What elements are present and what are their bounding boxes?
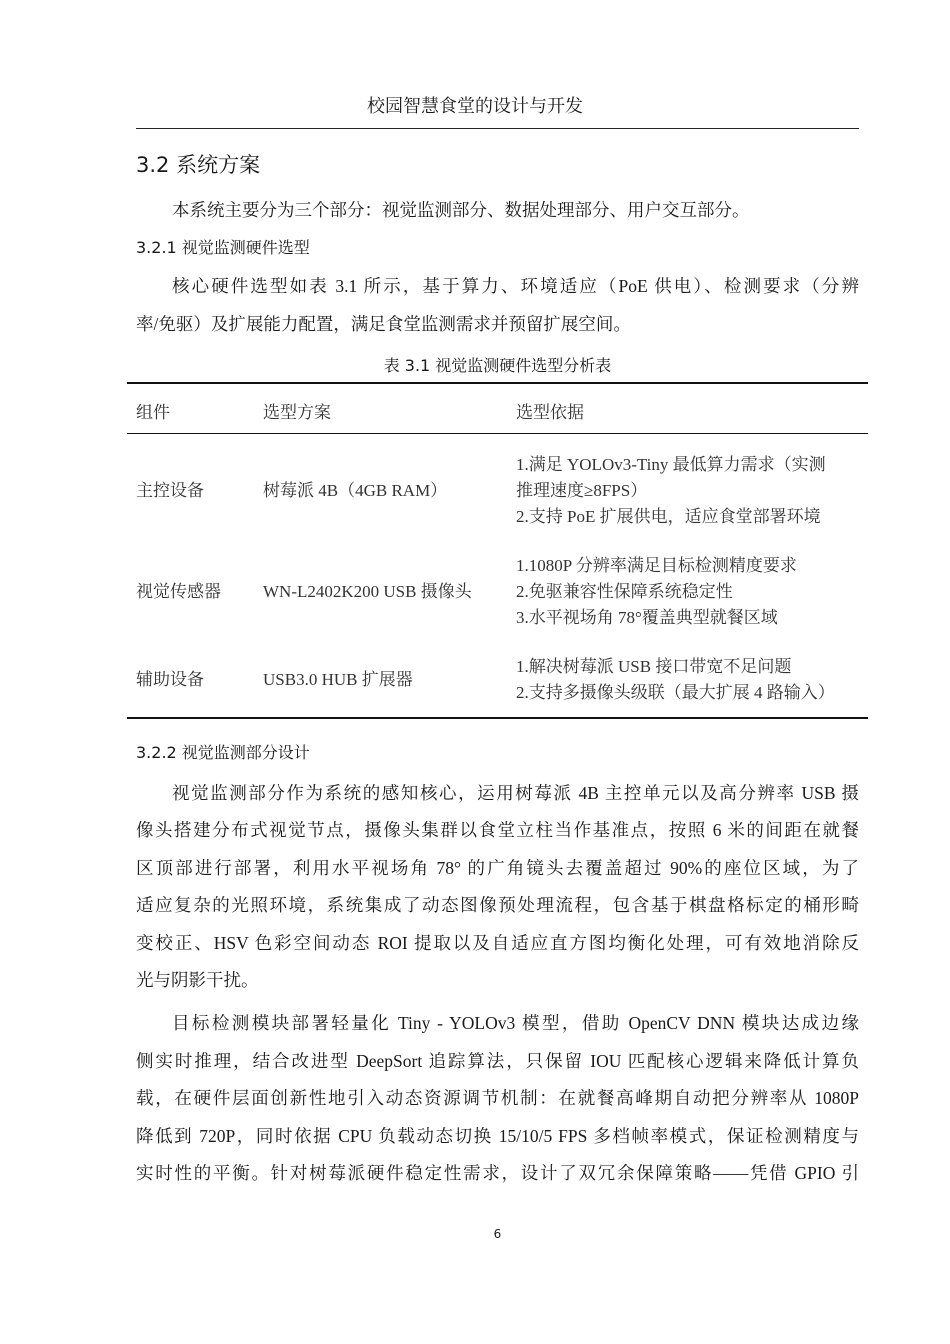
cell-basis-line: 3.水平视场角 78°覆盖典型就餐区域 [516, 608, 778, 627]
table-top-rule [127, 382, 868, 384]
paragraph-line: 核心硬件选型如表 3.1 所示，基于算力、环境适应（PoE 供电）、检测要求（分辨 [172, 276, 859, 296]
paragraph-line: 降低到 720P，同时依据 CPU 负载动态切换 15/10/5 FPS 多档帧率模式，保证检测精度与 [136, 1126, 859, 1146]
subsection-heading-3-2-1: 3.2.1 视觉监测硬件选型 [136, 238, 310, 257]
paragraph-line: 区顶部进行部署，利用水平视场角 78° 的广角镜头去覆盖超过 90%的座位区域，为了 [136, 858, 859, 878]
paragraph-line: 实时性的平衡。针对树莓派硬件稳定性需求，设计了双冗余保障策略——凭借 GPIO 引 [136, 1163, 859, 1183]
cell-scheme: WN-L2402K200 USB 摄像头 [263, 582, 472, 601]
running-header: 校园智慧食堂的设计与开发 [367, 96, 583, 116]
subsection-heading-3-2-2: 3.2.2 视觉监测部分设计 [136, 743, 310, 762]
cell-component: 主控设备 [136, 481, 204, 500]
cell-basis-line: 2.支持多摄像头级联（最大扩展 4 路输入） [516, 683, 835, 702]
cell-basis-line: 1.解决树莓派 USB 接口带宽不足问题 [516, 657, 792, 676]
table-header-rule [127, 433, 868, 434]
intro-paragraph: 本系统主要分为三个部分：视觉监测部分、数据处理部分、用户交互部分。 [172, 200, 750, 220]
paragraph-line: 载，在硬件层面创新性地引入动态资源调节机制：在就餐高峰期自动把分辨率从 1080P [136, 1088, 859, 1108]
paragraph-line: 侧实时推理，结合改进型 DeepSort 追踪算法，只保留 IOU 匹配核心逻辑来降低计算负 [136, 1051, 859, 1071]
cell-basis-line: 2.免驱兼容性保障系统稳定性 [516, 582, 733, 601]
page-number: 6 [493, 1227, 502, 1241]
cell-component: 视觉传感器 [136, 582, 221, 601]
paragraph-line: 适应复杂的光照环境，系统集成了动态图像预处理流程，包含基于棋盘格标定的桶形畸 [136, 895, 859, 915]
paragraph-line: 目标检测模块部署轻量化 Tiny - YOLOv3 模型，借助 OpenCV DNN 模块达成边缘 [172, 1013, 859, 1033]
cell-basis-line: 2.支持 PoE 扩展供电，适应食堂部署环境 [516, 507, 821, 526]
paragraph-line: 像头搭建分布式视觉节点，摄像头集群以食堂立柱当作基准点，按照 6 米的间距在就餐 [136, 820, 859, 840]
cell-scheme: USB3.0 HUB 扩展器 [263, 670, 413, 689]
table-header-cell: 选型依据 [516, 403, 584, 422]
header-rule [136, 128, 859, 129]
cell-basis-line: 推理速度≥8FPS） [516, 481, 648, 500]
section-heading: 3.2 系统方案 [136, 153, 261, 177]
table-header-cell: 选型方案 [263, 403, 331, 422]
table-caption: 表 3.1 视觉监测硬件选型分析表 [383, 356, 612, 375]
paragraph-line: 视觉监测部分作为系统的感知核心，运用树莓派 4B 主控单元以及高分辨率 USB 摄 [172, 783, 859, 803]
paragraph-line: 变校正、HSV 色彩空间动态 ROI 提取以及自适应直方图均衡化处理，可有效地消除反 [136, 933, 859, 953]
paragraph-line: 率/免驱）及扩展能力配置，满足食堂监测需求并预留扩展空间。 [136, 314, 631, 334]
table-bottom-rule [127, 717, 868, 719]
cell-basis-line: 1.1080P 分辨率满足目标检测精度要求 [516, 556, 797, 575]
cell-component: 辅助设备 [136, 670, 204, 689]
table-header-cell: 组件 [136, 403, 170, 422]
cell-scheme: 树莓派 4B（4GB RAM） [263, 481, 448, 500]
cell-basis-line: 1.满足 YOLOv3-Tiny 最低算力需求（实测 [516, 455, 826, 474]
paragraph-line: 光与阴影干扰。 [136, 970, 259, 990]
